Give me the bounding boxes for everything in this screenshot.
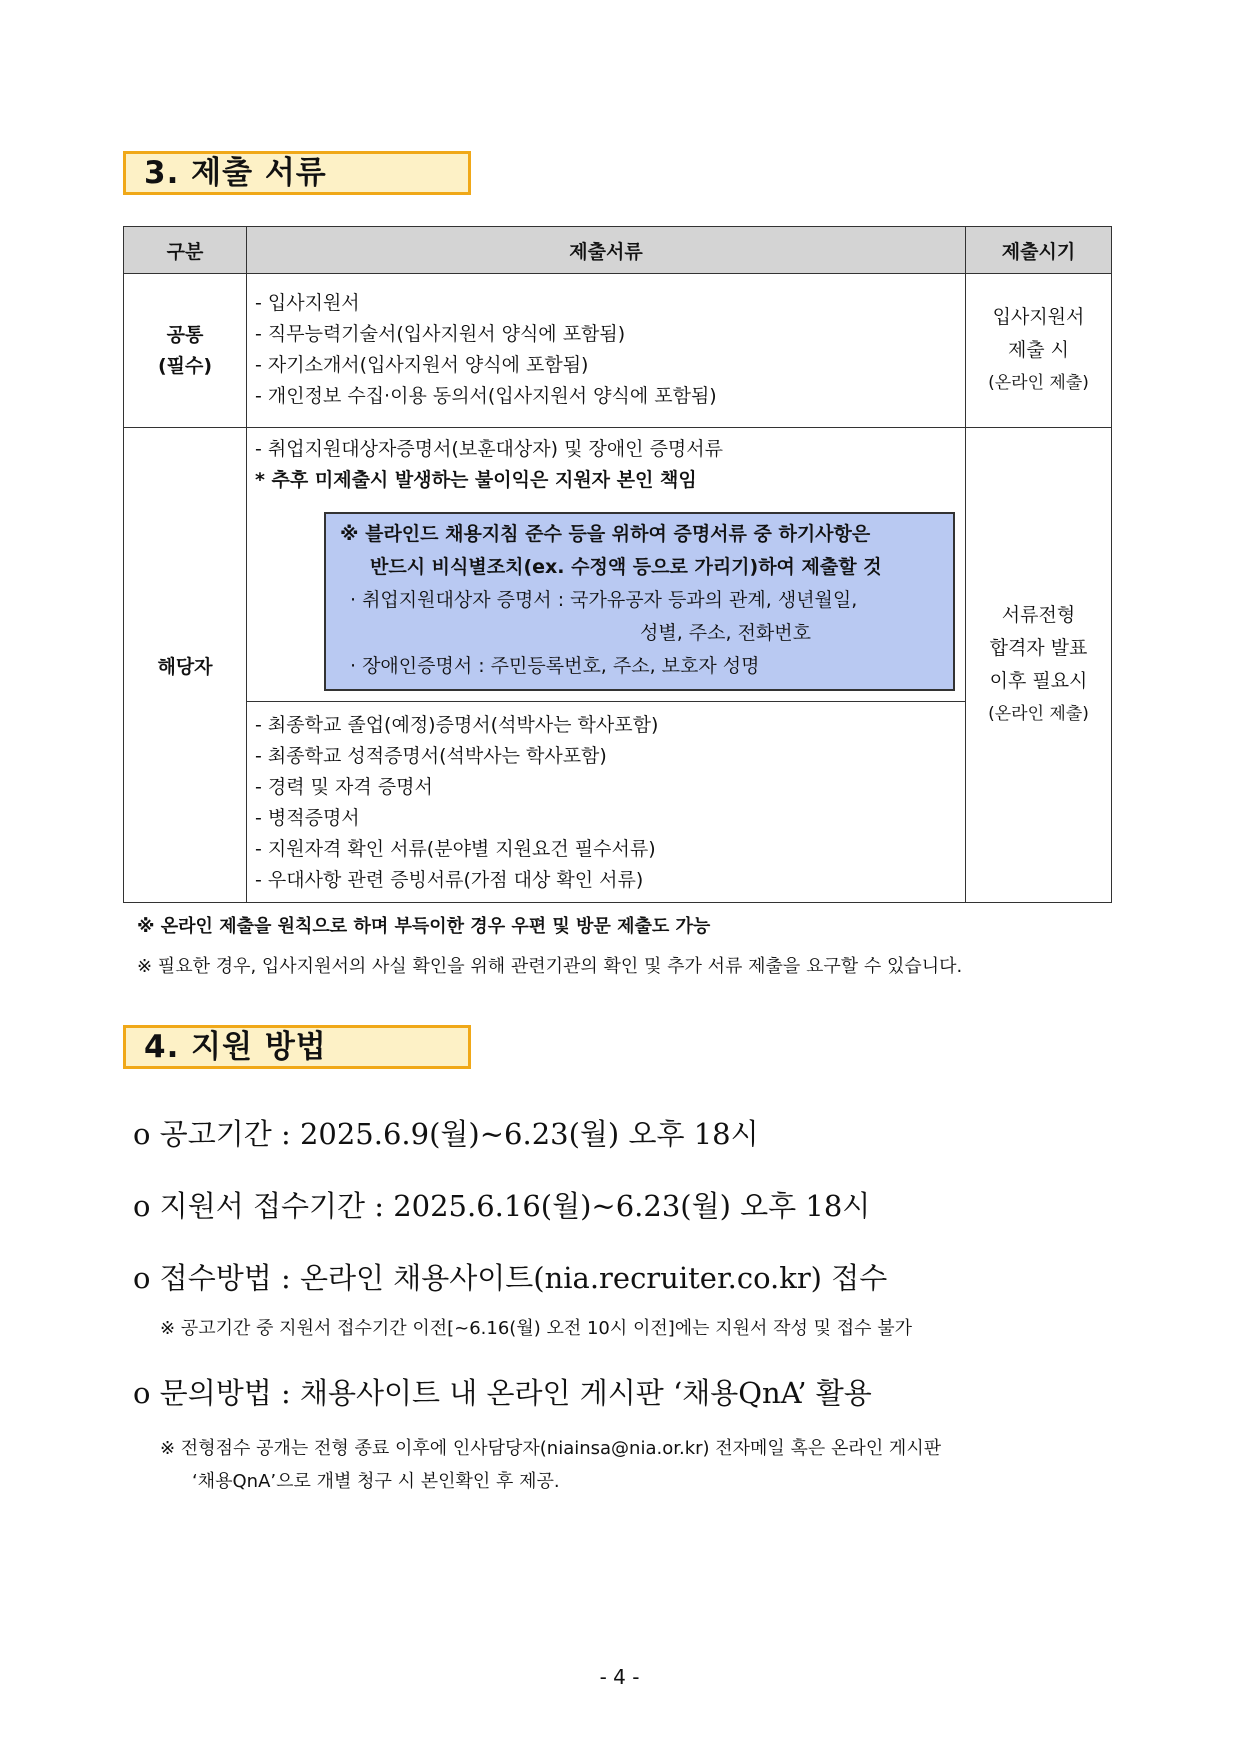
category-applicable: 해당자 xyxy=(124,428,247,903)
timing-line: 합격자 발표 xyxy=(989,637,1088,659)
table-row-common xyxy=(124,274,1112,428)
timing-line: (온라인 제출) xyxy=(988,373,1089,393)
applicable-documents xyxy=(247,428,966,903)
timing-common xyxy=(966,274,1112,428)
score-note-line1: ※ 전형점수 공개는 전형 종료 이후에 인사담당자(niainsa@nia.or.kr) 전자메일 혹은 온라인 게시판 xyxy=(160,1438,942,1459)
application-period: o 지원서 접수기간 : 2025.6.16(월)~6.23(월) 오후 18시 xyxy=(133,1189,871,1223)
list-item: - 지원자격 확인 서류(분야별 지원요건 필수서류) xyxy=(255,838,656,860)
header-documents: 제출서류 xyxy=(247,227,966,274)
page-number: - 4 - xyxy=(599,1665,640,1689)
header-timing: 제출시기 xyxy=(966,227,1112,274)
list-item: - 입사지원서 xyxy=(255,292,360,314)
section4-title: 4. 지원 방법 xyxy=(123,1025,471,1069)
table-header-row xyxy=(124,227,1112,274)
list-item: - 자기소개서(입사지원서 양식에 포함됨) xyxy=(255,354,589,376)
list-item: - 우대사항 관련 증빙서류(가점 대상 확인 서류) xyxy=(255,869,644,891)
timing-line: (온라인 제출) xyxy=(988,704,1089,724)
documents-table xyxy=(123,226,1112,903)
category-common xyxy=(124,274,247,428)
score-note-line2: ‘채용QnA’으로 개별 청구 시 본인확인 후 제공. xyxy=(192,1471,560,1492)
table-row-applicable xyxy=(124,428,1112,903)
blind-item-disability: · 장애인증명서 : 주민등록번호, 주소, 보호자 성명 xyxy=(350,655,760,677)
blind-item-veteran-cont: 성별, 주소, 전화번호 xyxy=(640,622,811,644)
timing-line: 이후 필요시 xyxy=(989,670,1088,692)
category-common-line1: 공통 xyxy=(166,323,204,346)
timing-line: 제출 시 xyxy=(1007,339,1070,361)
common-documents xyxy=(247,274,966,428)
list-item: - 취업지원대상자증명서(보훈대상자) 및 장애인 증명서류 xyxy=(255,438,723,460)
timing-line: 서류전형 xyxy=(1001,604,1076,626)
list-item: - 경력 및 자격 증명서 xyxy=(255,776,433,798)
blind-notice-box xyxy=(324,512,955,691)
application-method-note: ※ 공고기간 중 지원서 접수기간 이전[~6.16(월) 오전 10시 이전]에는 지원서 작성 및 접수 불가 xyxy=(160,1318,913,1339)
blind-item-veteran: · 취업지원대상자 증명서 : 국가유공자 등과의 관계, 생년월일, xyxy=(350,589,858,611)
online-submission-note: ※ 온라인 제출을 원칙으로 하며 부득이한 경우 우편 및 방문 제출도 가능 xyxy=(137,916,711,937)
posting-period: o 공고기간 : 2025.6.9(월)~6.23(월) 오후 18시 xyxy=(133,1117,759,1151)
blind-title-line2: 반드시 비식별조치(ex. 수정액 등으로 가리기)하여 제출할 것 xyxy=(370,556,882,578)
blind-title-line1: ※ 블라인드 채용지침 준수 등을 위하여 증명서류 중 하기사항은 xyxy=(340,523,871,545)
application-method: o 접수방법 : 온라인 채용사이트(nia.recruiter.co.kr) 접수 xyxy=(133,1261,888,1295)
timing-line: 입사지원서 xyxy=(992,306,1085,328)
verification-note: ※ 필요한 경우, 입사지원서의 사실 확인을 위해 관련기관의 확인 및 추가 서류 제출을 요구할 수 있습니다. xyxy=(137,956,963,977)
category-common-line2: (필수) xyxy=(157,354,213,377)
header-category: 구분 xyxy=(124,227,247,274)
section3-title: 3. 제출 서류 xyxy=(123,151,471,195)
list-item: - 개인정보 수집·이용 동의서(입사지원서 양식에 포함됨) xyxy=(255,385,717,407)
blind-notice-title xyxy=(340,518,943,584)
list-item: - 최종학교 성적증명서(석박사는 학사포함) xyxy=(255,745,607,767)
list-item: - 직무능력기술서(입사지원서 양식에 포함됨) xyxy=(255,323,626,345)
warning-text: * 추후 미제출시 발생하는 불이익은 지원자 본인 책임 xyxy=(255,469,697,491)
inquiry-method: o 문의방법 : 채용사이트 내 온라인 게시판 ‘채용QnA’ 활용 xyxy=(133,1376,872,1410)
timing-applicable xyxy=(966,428,1112,903)
list-item: - 최종학교 졸업(예정)증명서(석박사는 학사포함) xyxy=(255,714,659,736)
score-disclosure-note xyxy=(160,1432,941,1498)
list-item: - 병적증명서 xyxy=(255,807,360,829)
